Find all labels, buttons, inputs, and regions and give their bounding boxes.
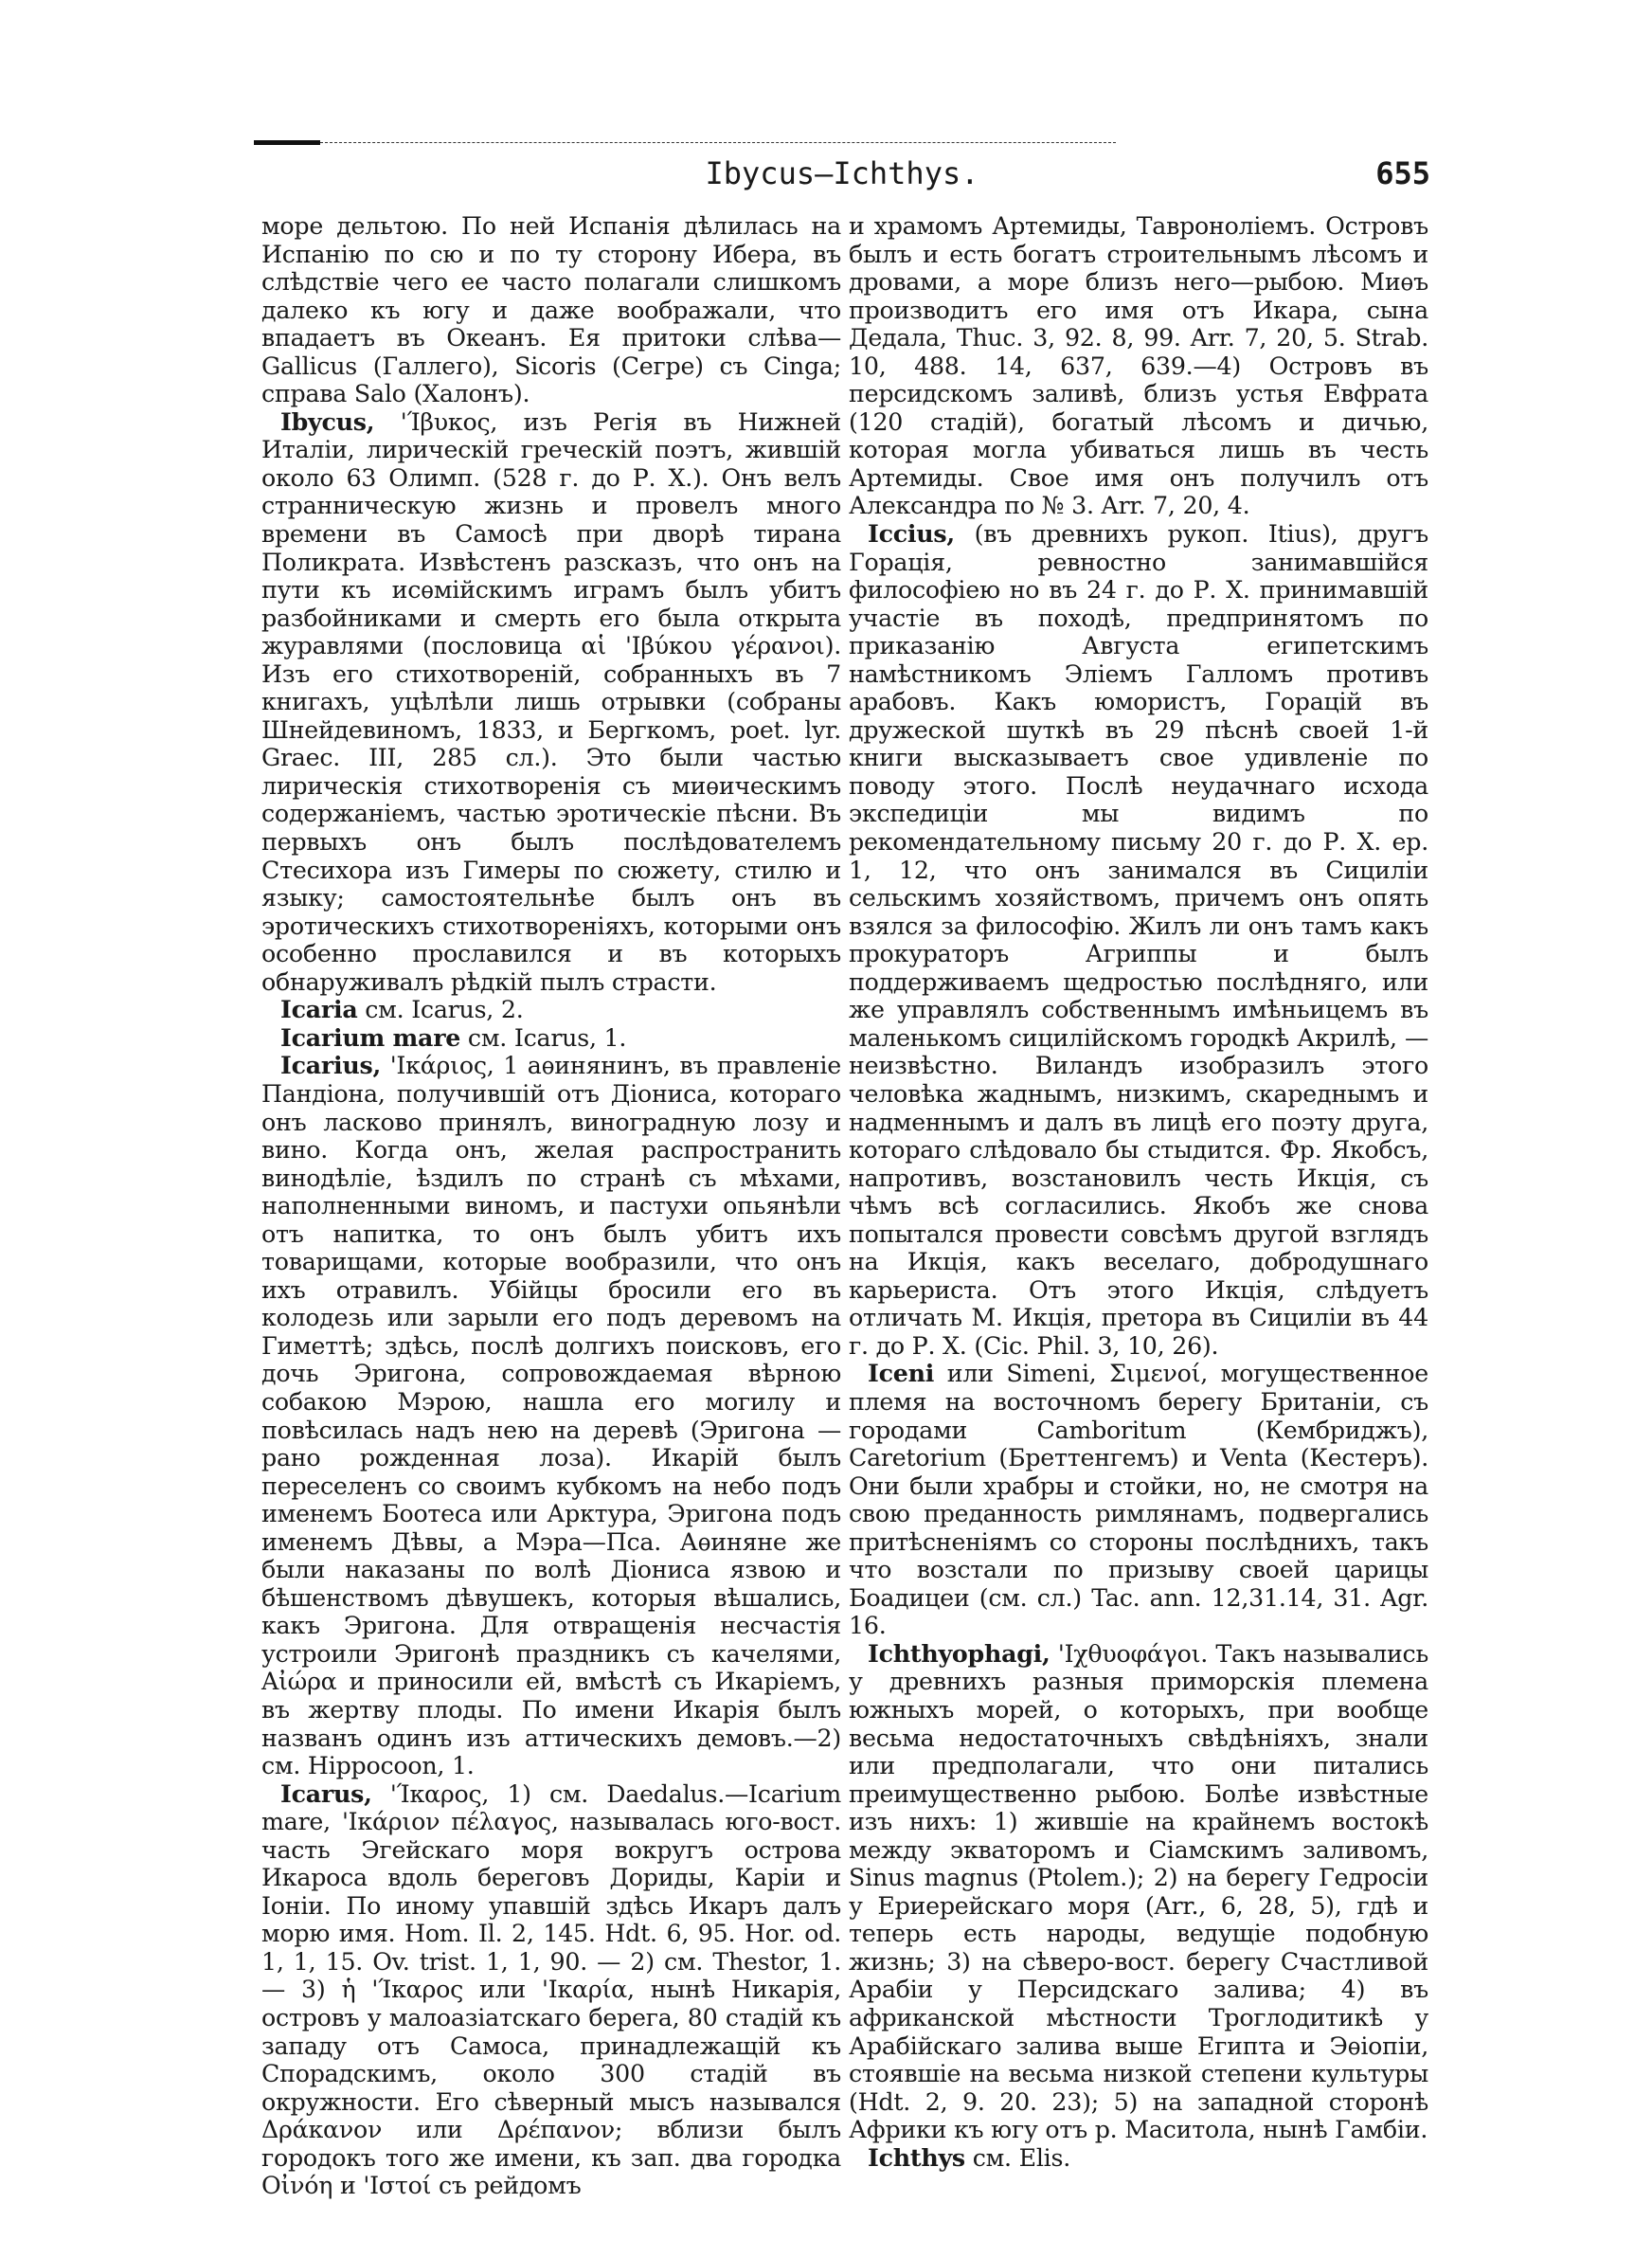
dictionary-entry <box>849 2144 1428 2173</box>
entry-headword: Ichthys <box>868 2142 965 2172</box>
dictionary-entry <box>261 212 841 408</box>
entry-text: море дельтою. По ней Испанія дѣлилась на Испанію по сю и по ту сторону Ибера, въ слѣдствіе чего ее часто полагали слишкомъ далеко къ югу и даже воображали, что впадаетъ въ Океанъ. Ея притоки слѣва—Gallicus (Галлего), Sicoris (Сегре) съ Cinga; справа Salo (Халонъ). <box>261 212 841 408</box>
page-number: 655 <box>1375 155 1430 191</box>
entry-headword: Iceni <box>868 1359 935 1388</box>
entry-text: 'Ικάριος, 1 аѳинянинъ, въ правленіе Пандіона, получившій отъ Діониса, котораго онъ ласково принялъ, виноградную лозу и вино. Когда онъ, желая распространить винодѣліе, ѣздилъ по странѣ съ мѣхами, наполненными виномъ, и пастухи опьянѣли отъ напитка, то онъ былъ убитъ ихъ товарищами, которые вообразили, что онъ ихъ отравилъ. Убійцы бросили его въ колодезь или зарыли его подъ деревомъ на Гиметтѣ; здѣсь, послѣ долгихъ поисковъ, его дочь Эригона, сопровождаемая вѣрною собакою Мэрою, нашла его могилу и повѣсилась надъ нею на деревѣ (Эригона — рано рожденная лоза). Икарій былъ переселенъ со своимъ кубкомъ на небо подъ именемъ Боотеса или Арктура, Эригона подъ именемъ Дѣвы, а Мэра—Пса. Аѳиняне же были наказаны по волѣ Діониса язвою и бѣшенствомъ дѣвушекъ, которыя вѣшались, какъ Эригона. Для отвращенія несчастія устроили Эригонѣ праздникъ съ качелями, Αἰώρα и приносили ей, вмѣстѣ съ Икаріемъ, въ жертву плоды. По имени Икарія былъ названъ одинъ изъ аттическихъ демовъ.—2) см. Hippocoon, 1. <box>261 1052 841 1780</box>
entry-text: 'Ιχθυοφάγοι. Такъ назывались у древнихъ разныя приморскія племена южныхъ морей, о которыхъ, при вообще весьма недостаточныхъ свѣдѣніяхъ, знали или предполагали, что они питались преимущественно рыбою. Болѣе извѣстные изъ нихъ: 1) жившіе на крайнемъ востокѣ между экваторомъ и Сіамскимъ заливомъ, Sinus magnus (Ptolem.); 2) на берегу Гедросіи у Ериерейскаго моря (Arr., 6, 28, 5), гдѣ и теперь есть народы, ведущіе подобную жизнь; 3) на сѣверо-вост. берегу Счастливой Арабіи у Персидскаго залива; 4) въ африканской мѣстности Троглодитикѣ у Арабійскаго залива выше Египта и Эѳіопіи, стоявшіе на весьма низкой степени культуры (Hdt. 2, 9. 20. 23); 5) на западной сторонѣ Африки къ югу отъ р. Маситола, нынѣ Гамбіи. <box>849 1639 1428 2144</box>
entry-text: 'Ίκαρος, 1) см. Daedalus.—Icarium mare, 'Ικάριον πέλαγος, называлась юго-вост. часть Эгейскаго моря вокругъ острова Икароса вдоль береговъ Дориды, Каріи и Іоніи. По иному упавшій здѣсь Икаръ далъ морю имя. Hom. Il. 2, 145. Hdt. 6, 95. Hor. od. 1, 1, 15. Ov. trist. 1, 1, 90. — 2) см. Thestor, 1. — 3) ἡ 'Ίκαρος или 'Ικαρία, нынѣ Никарія, островъ у малоазіатскаго берега, 80 стадій къ западу отъ Самоса, принадлежащій къ Спорадскимъ, около 300 стадій въ окружности. Его сѣверный мысъ назывался Δράκανον или Δρέπανον; вблизи былъ городокъ того же имени, къ зап. два городка Οἰνόη и 'Ιστοί съ рейдомъ <box>261 1779 841 2200</box>
entry-text: (въ древнихъ рукоп. Itius), другъ Горація, ревностно занимавшійся философіею но въ 24 г. до Р. Х. принимавшій участіе въ походѣ, предпринятомъ по приказанію Августа египетскимъ намѣстникомъ Эліемъ Галломъ противъ арабовъ. Какъ юмористъ, Горацій въ дружеской шуткѣ въ 29 пѣснѣ своей 1-й книги высказываетъ свое удивленіе по поводу этого. Послѣ неудачнаго исхода экспедиціи мы видимъ по рекомендательному письму 20 г. до Р. Х. ep. 1, 12, что онъ занимался въ Сициліи сельскимъ хозяйствомъ, причемъ онъ опять взялся за философію. Жилъ ли онъ тамъ какъ прокураторъ Агриппы и былъ поддерживаемъ щедростью послѣдняго, или же управлялъ собственнымъ имѣньицемъ въ маленькомъ сицилійскомъ городкѣ Акрилѣ, — неизвѣстно. Виландъ изобразилъ этого человѣка жаднымъ, низкимъ, скареднымъ и надменнымъ и далъ въ лицѣ его поэту друга, котораго слѣдовало бы стыдится. Фр. Якобсъ, напротивъ, возстановилъ честь Икція, съ чѣмъ всѣ согласились. Якобъ же снова попытался провести совсѣмъ другой взглядъ на Икція, какъ веселаго, добродушнаго карьериста. Отъ этого Икція, слѣдуетъ отличать М. Икція, претора въ Сициліи въ 44 г. до Р. Х. (Cic. Phil. 3, 10, 26). <box>849 520 1428 1360</box>
dictionary-entry <box>849 1360 1428 1639</box>
running-header <box>254 155 1430 197</box>
dictionary-entry <box>261 1052 841 1779</box>
entry-text: см. Icarus, 2. <box>365 996 524 1024</box>
entry-text: и храмомъ Артемиды, Тавроноліемъ. Островъ былъ и есть богатъ строительнымъ лѣсомъ и дровами, а море близъ него—рыбою. Миѳъ производитъ его имя отъ Икара, сына Дедала, Thuc. 3, 92. 8, 99. Arr. 7, 20, 5. Strab. 10, 488. 14, 637, 639.—4) Островъ въ персидскомъ заливѣ, близъ устья Евфрата (120 стадій), богатый лѣсомъ и дичью, которая могла убиваться лишь въ честь Артемиды. Свое имя онъ получилъ отъ Александра по № 3. Arr. 7, 20, 4. <box>849 212 1428 520</box>
header-rule-thin <box>320 142 1116 143</box>
entry-text: или Simeni, Σιμενοί, могущественное племя на восточномъ берегу Британіи, съ городами Camboritum (Кембриджъ), Caretorium (Бреттенгемъ) и Venta (Кестеръ). Они были храбры и стойки, но, не смотря на свою преданность римлянамъ, подвергались притѣсненіямъ со стороны послѣднихъ, такъ что возстали по призыву своей царицы Боадицеи (см. сл.) Tac. ann. 12,31.14, 31. Agr. 16. <box>849 1360 1428 1640</box>
entry-text: см. Elis. <box>972 2143 1071 2172</box>
dictionary-entry <box>261 996 841 1024</box>
entry-headword: Ichthyophagi, <box>868 1638 1050 1668</box>
entry-headword: Icarus, <box>280 1779 372 1808</box>
entry-text: 'Ίβυκος, изъ Регія въ Нижней Италіи, лирическій греческій поэтъ, жившій около 63 Олимп. (528 г. до Р. Х.). Онъ велъ странническую жизнь и провелъ много времени въ Самосѣ при дворѣ тирана Поликрата. Извѣстенъ разсказъ, что онъ на пути къ исѳмійскимъ играмъ былъ убитъ разбойниками и смерть его была открыта журавлями (пословица αἱ 'Ιβύκου γέρανοι). Изъ его стихотвореній, собранныхъ въ 7 книгахъ, уцѣлѣли лишь отрывки (собраны Шнейдевиномъ, 1833, и Бергкомъ, poet. lyr. Graec. III, 285 сл.). Это были частью лирическія стихотворенія съ миѳическимъ содержаніемъ, частью эротическіе пѣсни. Въ первыхъ онъ былъ послѣдователемъ Стесихора изъ Гимеры по сюжету, стилю и языку; самостоятельнѣе былъ онъ въ эротическихъ стихотвореніяхъ, которыми онъ особенно прославился и въ которыхъ обнаруживалъ рѣдкій пылъ страсти. <box>261 407 842 996</box>
entry-headword: Icaria <box>280 995 358 1024</box>
entry-headword: Icarius, <box>280 1051 382 1080</box>
page-title: Ibycus—Ichthys. <box>705 155 979 191</box>
entry-headword: Iccius, <box>868 519 955 549</box>
dictionary-entry <box>849 1640 1428 2144</box>
header-rule-thick <box>254 140 320 145</box>
entry-text: см. Icarus, 1. <box>467 1023 627 1052</box>
entry-headword: Ibycus, <box>280 406 375 436</box>
right-column <box>849 212 1428 2172</box>
dictionary-entry <box>261 1780 841 2200</box>
left-column <box>261 212 841 2200</box>
dictionary-entry <box>261 408 841 996</box>
dictionary-entry <box>849 520 1428 1360</box>
entry-headword: Icarium mare <box>280 1022 461 1052</box>
dictionary-entry <box>261 1024 841 1053</box>
header-rule <box>254 140 1116 144</box>
dictionary-entry <box>849 212 1428 520</box>
